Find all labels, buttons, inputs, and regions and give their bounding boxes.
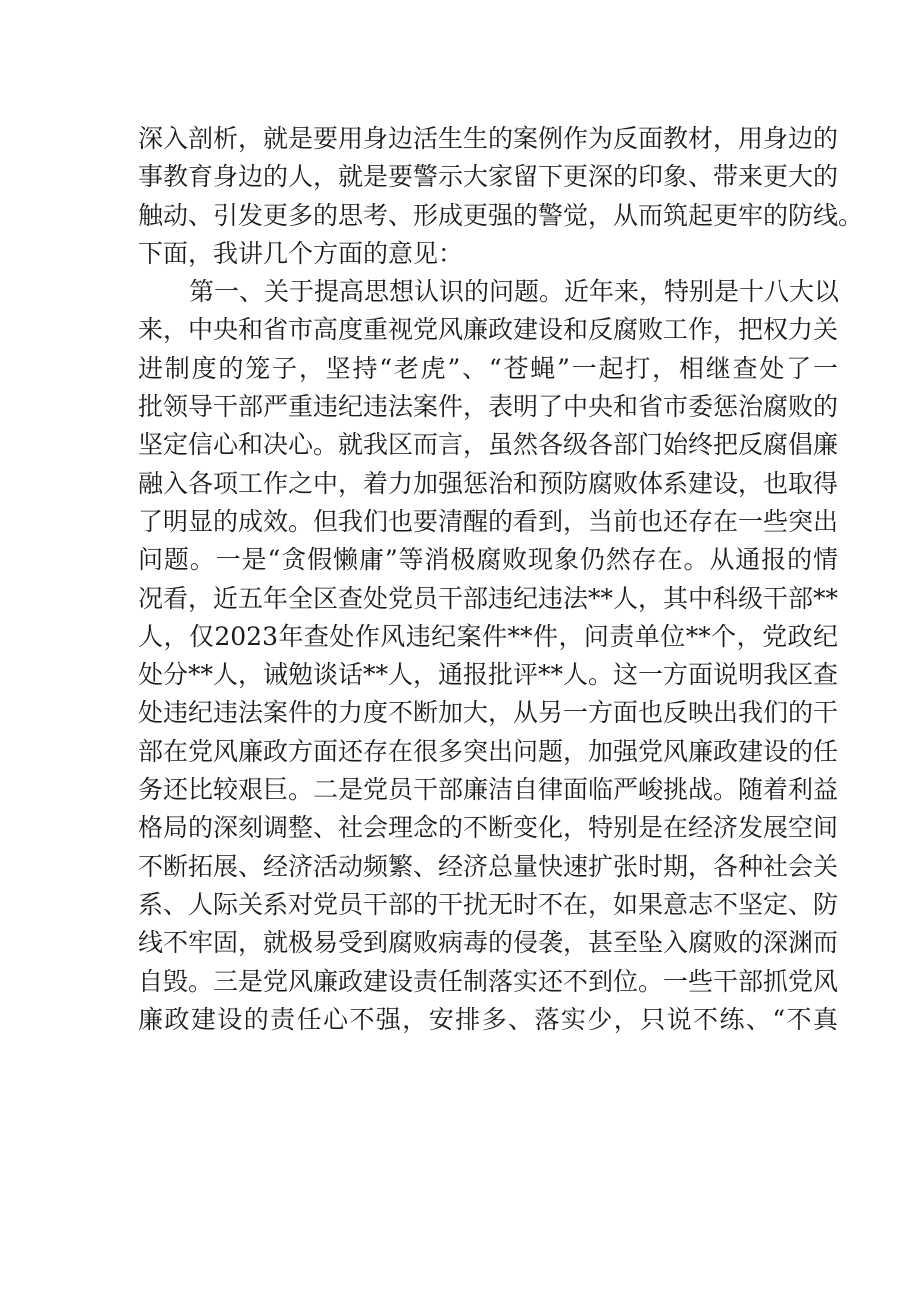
- text-line: 线不牢固，就极易受到腐败病毒的侵袭，甚至坠入腐败的深渊而: [138, 928, 839, 958]
- text-line: 处分**人，诫勉谈话**人，通报批评**人。这一方面说明我区查: [138, 660, 839, 690]
- text-line: 不断拓展、经济活动频繁、经济总量快速扩张时期，各种社会关: [138, 851, 839, 881]
- text-line: 坚定信心和决心。就我区而言，虽然各级各部门始终把反腐倡廉: [138, 430, 839, 460]
- text-line: 处违纪违法案件的力度不断加大，从另一方面也反映出我们的干: [138, 698, 839, 728]
- text-line: 融入各项工作之中，着力加强惩治和预防腐败体系建设，也取得: [138, 468, 839, 498]
- paragraph-intro: [138, 120, 864, 273]
- text-line: 人，仅2023年查处作风违纪案件**件，问责单位**个，党政纪: [138, 621, 838, 651]
- text-line: 了明显的成效。但我们也要清醒的看到，当前也还存在一些突出: [138, 506, 839, 536]
- text-line: 触动、引发更多的思考、形成更强的警觉，从而筑起更牢的防线。: [138, 200, 864, 230]
- text-line: 来，中央和省市高度重视党风廉政建设和反腐败工作，把权力关: [138, 315, 839, 345]
- text-line: 部在党风廉政方面还存在很多突出问题，加强党风廉政建设的任: [138, 736, 839, 766]
- text-line: 批领导干部严重违纪违法案件，表明了中央和省市委惩治腐败的: [138, 392, 839, 422]
- text-line: 系、人际关系对党员干部的干扰无时不在，如果意志不坚定、防: [138, 889, 839, 919]
- text-line: 第一、关于提高思想认识的问题。近年来，特别是十八大以: [189, 277, 840, 307]
- text-line: 问题。一是“贪假懒庸”等消极腐败现象仍然存在。从通报的情: [138, 545, 838, 575]
- text-line: 廉政建设的责任心不强，安排多、落实少，只说不练、“不真: [138, 1004, 838, 1034]
- text-line: 下面，我讲几个方面的意见：: [138, 238, 464, 268]
- text-line: 事教育身边的人，就是要警示大家留下更深的印象、带来更大的: [138, 162, 839, 192]
- text-line: 格局的深刻调整、社会理念的不断变化，特别是在经济发展空间: [138, 813, 839, 843]
- paragraph-first-point: [138, 273, 838, 1039]
- document-body: [138, 120, 864, 1039]
- text-line: 深入剖析，就是要用身边活生生的案例作为反面教材，用身边的: [138, 124, 839, 153]
- text-line: 务还比较艰巨。二是党员干部廉洁自律面临严峻挑战。随着利益: [138, 775, 839, 805]
- text-line: 况看，近五年全区查处党员干部违纪违法**人，其中科级干部**: [138, 583, 839, 613]
- text-line: 进制度的笼子，坚持“老虎”、“苍蝇”一起打，相继查处了一: [138, 353, 838, 383]
- text-line: 自毁。三是党风廉政建设责任制落实还不到位。一些干部抓党风: [138, 966, 839, 996]
